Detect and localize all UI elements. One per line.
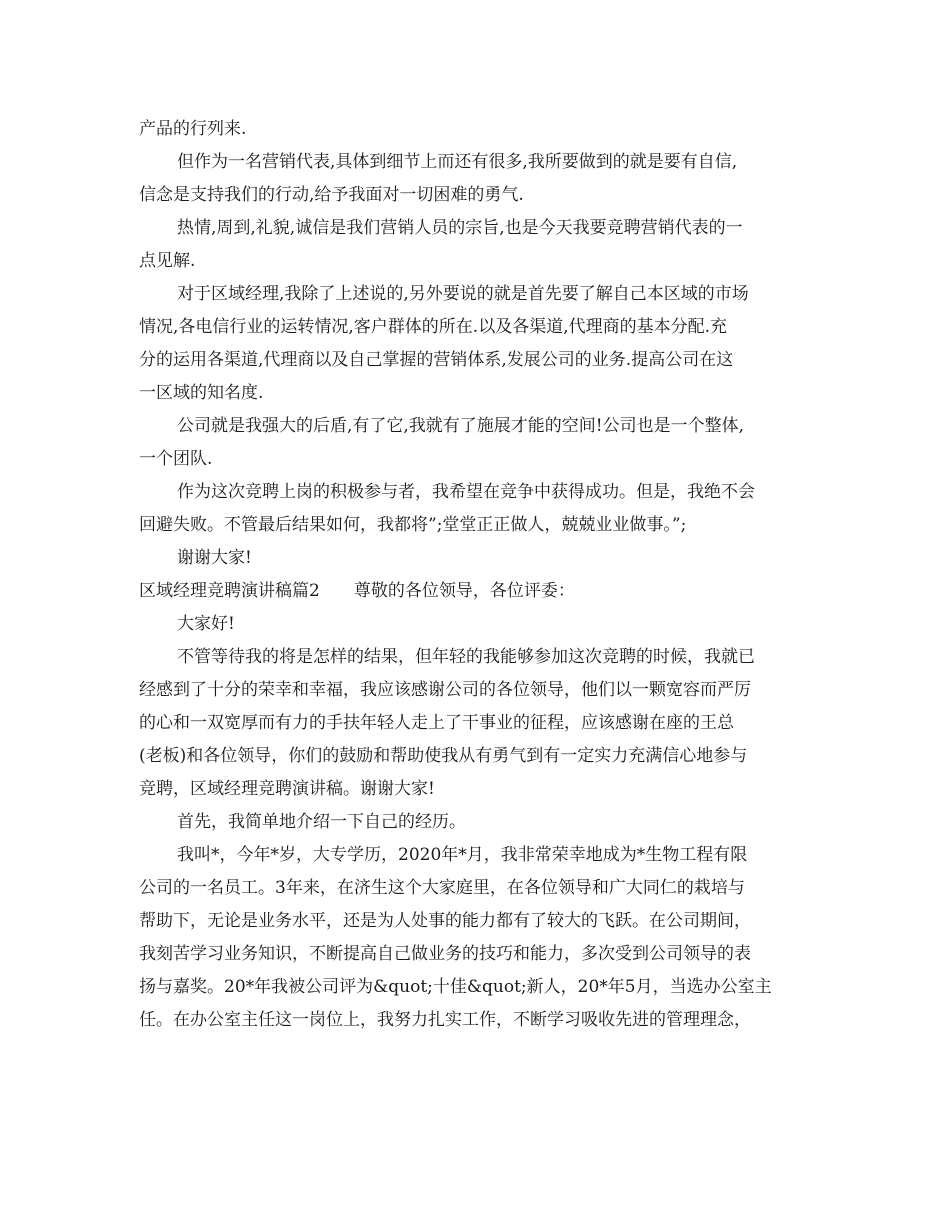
text-line: 的心和一双宽厚而有力的手扶年轻人走上了干事业的征程，应该感谢在座的王总	[139, 713, 734, 733]
text-line: (老板)和各位领导，你们的鼓励和帮助使我从有勇气到有一定实力充满信心地参与	[139, 746, 748, 766]
text-line: 但作为一名营销代表,具体到细节上而还有很多,我所要做到的就是要有自信,	[177, 152, 738, 172]
text-line: 首先，我简单地介绍一下自己的经历。	[177, 812, 466, 832]
text-line: 我叫*，今年*岁，大专学历，2020年*月，我非常荣幸地成为*生物工程有限	[177, 845, 748, 865]
text-line: 帮助下，无论是业务水平，还是为人处事的能力都有了较大的飞跃。在公司期间，	[139, 911, 751, 931]
text-line: 我刻苦学习业务知识，不断提高自己做业务的技巧和能力，多次受到公司领导的表	[139, 944, 751, 964]
text-line: 谢谢大家!	[177, 548, 252, 568]
text-line: 公司就是我强大的后盾,有了它,我就有了施展才能的空间!公司也是一个整体,	[177, 416, 745, 436]
text-line: 公司的一名员工。3年来，在济生这个大家庭里，在各位领导和广大同仁的栽培与	[139, 878, 745, 898]
text-line: 大家好!	[177, 614, 235, 634]
section-heading: 区域经理竞聘演讲稿篇2 尊敬的各位领导，各位评委：	[139, 581, 575, 601]
text-line: 任。在办公室主任这一岗位上，我努力扎实工作，不断学习吸收先进的管理理念，	[139, 1010, 751, 1030]
text-line: 热情,周到,礼貌,诚信是我们营销人员的宗旨,也是今天我要竞聘营销代表的一	[177, 218, 743, 238]
text-line: 点见解.	[139, 251, 196, 271]
text-line: 信念是支持我们的行动,给予我面对一切困难的勇气.	[139, 185, 524, 205]
text-line: 分的运用各渠道,代理商以及自己掌握的营销体系,发展公司的业务.提高公司在这	[139, 350, 734, 370]
text-line: 一区域的知名度.	[139, 383, 264, 403]
text-line: 作为这次竞聘上岗的积极参与者，我希望在竞争中获得成功。但是，我绝不会	[177, 482, 755, 502]
text-line: 经感到了十分的荣幸和幸福，我应该感谢公司的各位领导，他们以一颗宽容而严厉	[139, 680, 751, 700]
text-line: 一个团队.	[139, 449, 213, 469]
text-line: 不管等待我的将是怎样的结果，但年轻的我能够参加这次竞聘的时候，我就已	[177, 647, 755, 667]
text-line: 竞聘，区域经理竞聘演讲稿。谢谢大家!	[139, 779, 435, 799]
text-line: 回避失败。不管最后结果如何，我都将”;堂堂正正做人，兢兢业业做事。”;	[139, 515, 687, 535]
text-line: 对于区域经理,我除了上述说的,另外要说的就是首先要了解自己本区域的市场	[177, 284, 749, 304]
text-line: 情况,各电信行业的运转情况,客户群体的所在.以及各渠道,代理商的基本分配.充	[139, 317, 728, 337]
text-line: 产品的行列来.	[139, 119, 247, 139]
text-line: 扬与嘉奖。20*年我被公司评为&quot;十佳&quot;新人，20*年5月，当选办公室主	[139, 977, 772, 997]
